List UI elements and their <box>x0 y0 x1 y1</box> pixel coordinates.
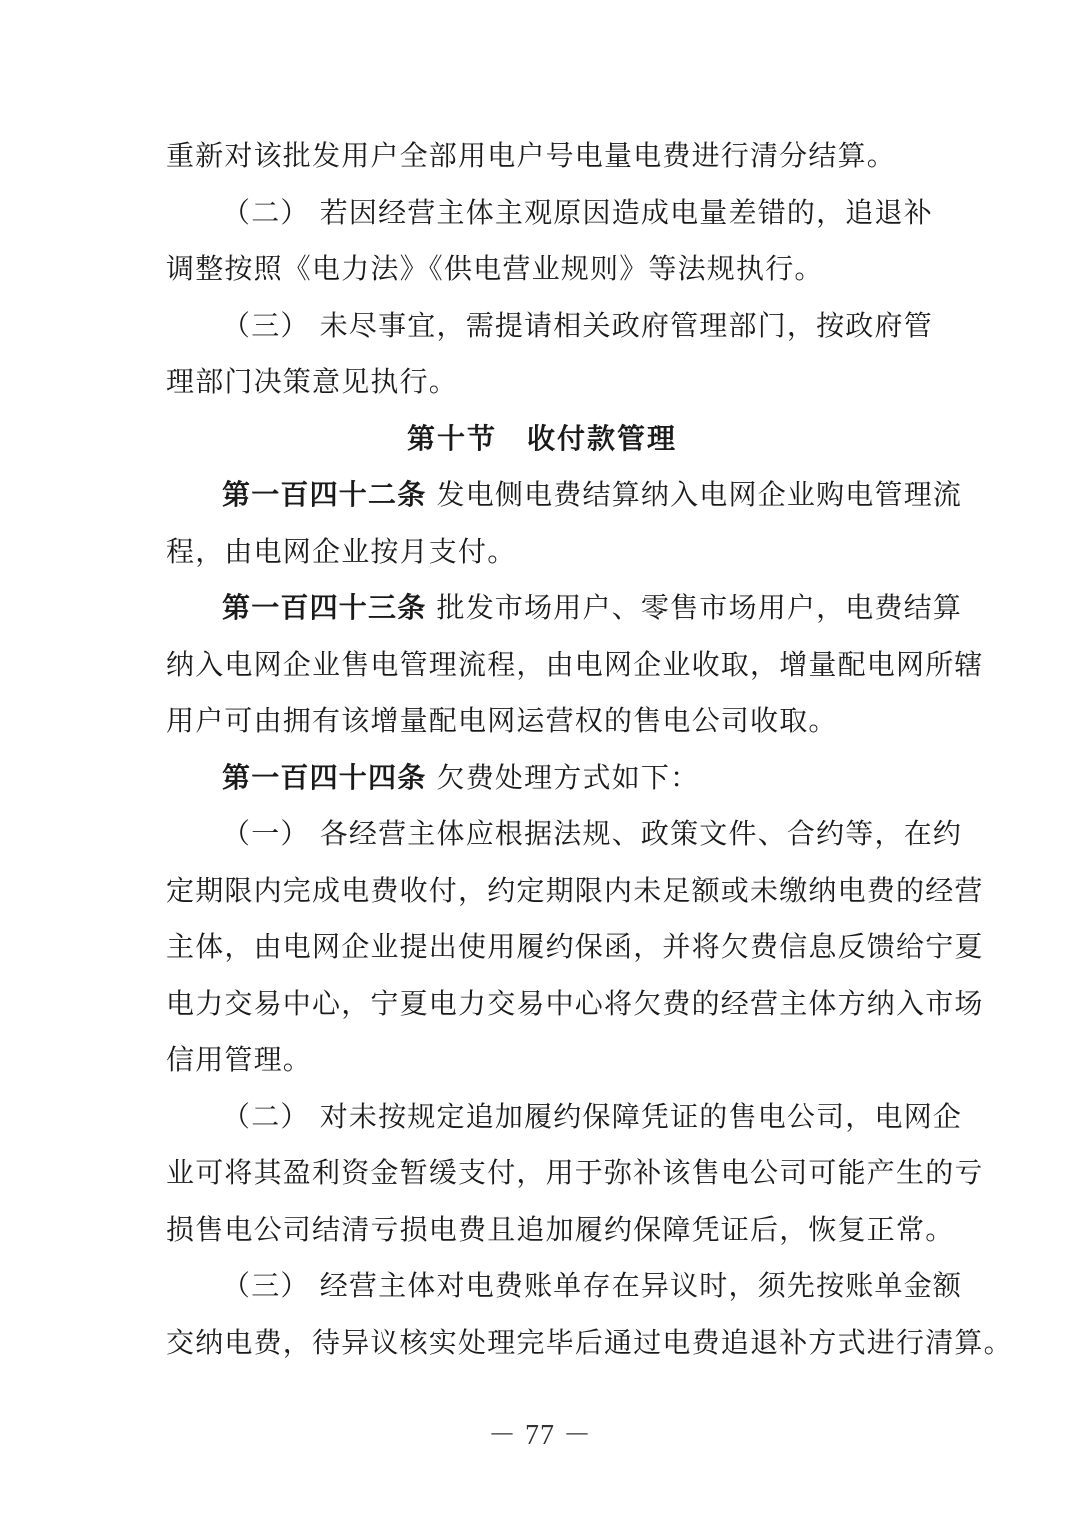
text-line: 电力交易中心，宁夏电力交易中心将欠费的经营主体方纳入市场 <box>166 986 984 1020</box>
article-144-line <box>166 750 918 807</box>
article-text: 欠费处理方式如下： <box>426 760 700 794</box>
article-number: 第一百四十三条 <box>222 591 427 624</box>
text-line: 用户可由拥有该增量配电网运营权的售电公司收取。 <box>166 704 838 737</box>
page-number: － 77 － <box>487 1420 592 1451</box>
text-line: 交纳电费，待异议核实处理完毕后通过电费追退补方式进行清算。 <box>166 1325 1013 1359</box>
text-line: 理部门决策意见执行。 <box>166 365 459 398</box>
text-line: 调整按照《电力法》《供电营业规则》等法规执行。 <box>166 252 824 285</box>
text-line: （二） 对未按规定追加履约保障凭证的售电公司，电网企 <box>222 1099 963 1133</box>
article-143-line <box>166 580 963 637</box>
article-text: 发电侧电费结算纳入电网企业购电管理流 <box>426 478 963 511</box>
text-line: 定期限内完成电费收付，约定期限内未足额或未缴纳电费的经营 <box>166 873 984 907</box>
article-number: 第一百四十二条 <box>222 478 427 511</box>
text-line: （三） 未尽事宜，需提请相关政府管理部门，按政府管 <box>222 308 933 342</box>
text-line: 纳入电网企业售电管理流程，由电网企业收取，增量配电网所辖 <box>166 647 984 681</box>
page-body <box>166 128 1013 1371</box>
article-number: 第一百四十四条 <box>222 760 427 794</box>
section-title: 第十节 收付款管理 <box>406 421 677 455</box>
article-142-line <box>166 467 963 524</box>
text-line: 损售电公司结清亏损电费且追加履约保障凭证后，恢复正常。 <box>166 1212 955 1246</box>
text-line: 重新对该批发用户全部用电户号电量电费进行清分结算。 <box>166 139 897 172</box>
text-line: 业可将其盈利资金暂缓支付，用于弥补该售电公司可能产生的亏 <box>166 1156 984 1189</box>
text-line: 程，由电网企业按月支付。 <box>166 534 517 568</box>
text-line: 主体，由电网企业提出使用履约保函，并将欠费信息反馈给宁夏 <box>166 930 984 963</box>
text-line: 信用管理。 <box>166 1043 313 1076</box>
text-line: （三） 经营主体对电费账单存在异议时，须先按账单金额 <box>222 1269 963 1302</box>
text-line: （二） 若因经营主体主观原因造成电量差错的，追退补 <box>222 195 933 229</box>
text-line: （一） 各经营主体应根据法规、政策文件、合约等，在约 <box>222 817 963 850</box>
article-text: 批发市场用户、零售市场用户，电费结算 <box>426 591 963 624</box>
